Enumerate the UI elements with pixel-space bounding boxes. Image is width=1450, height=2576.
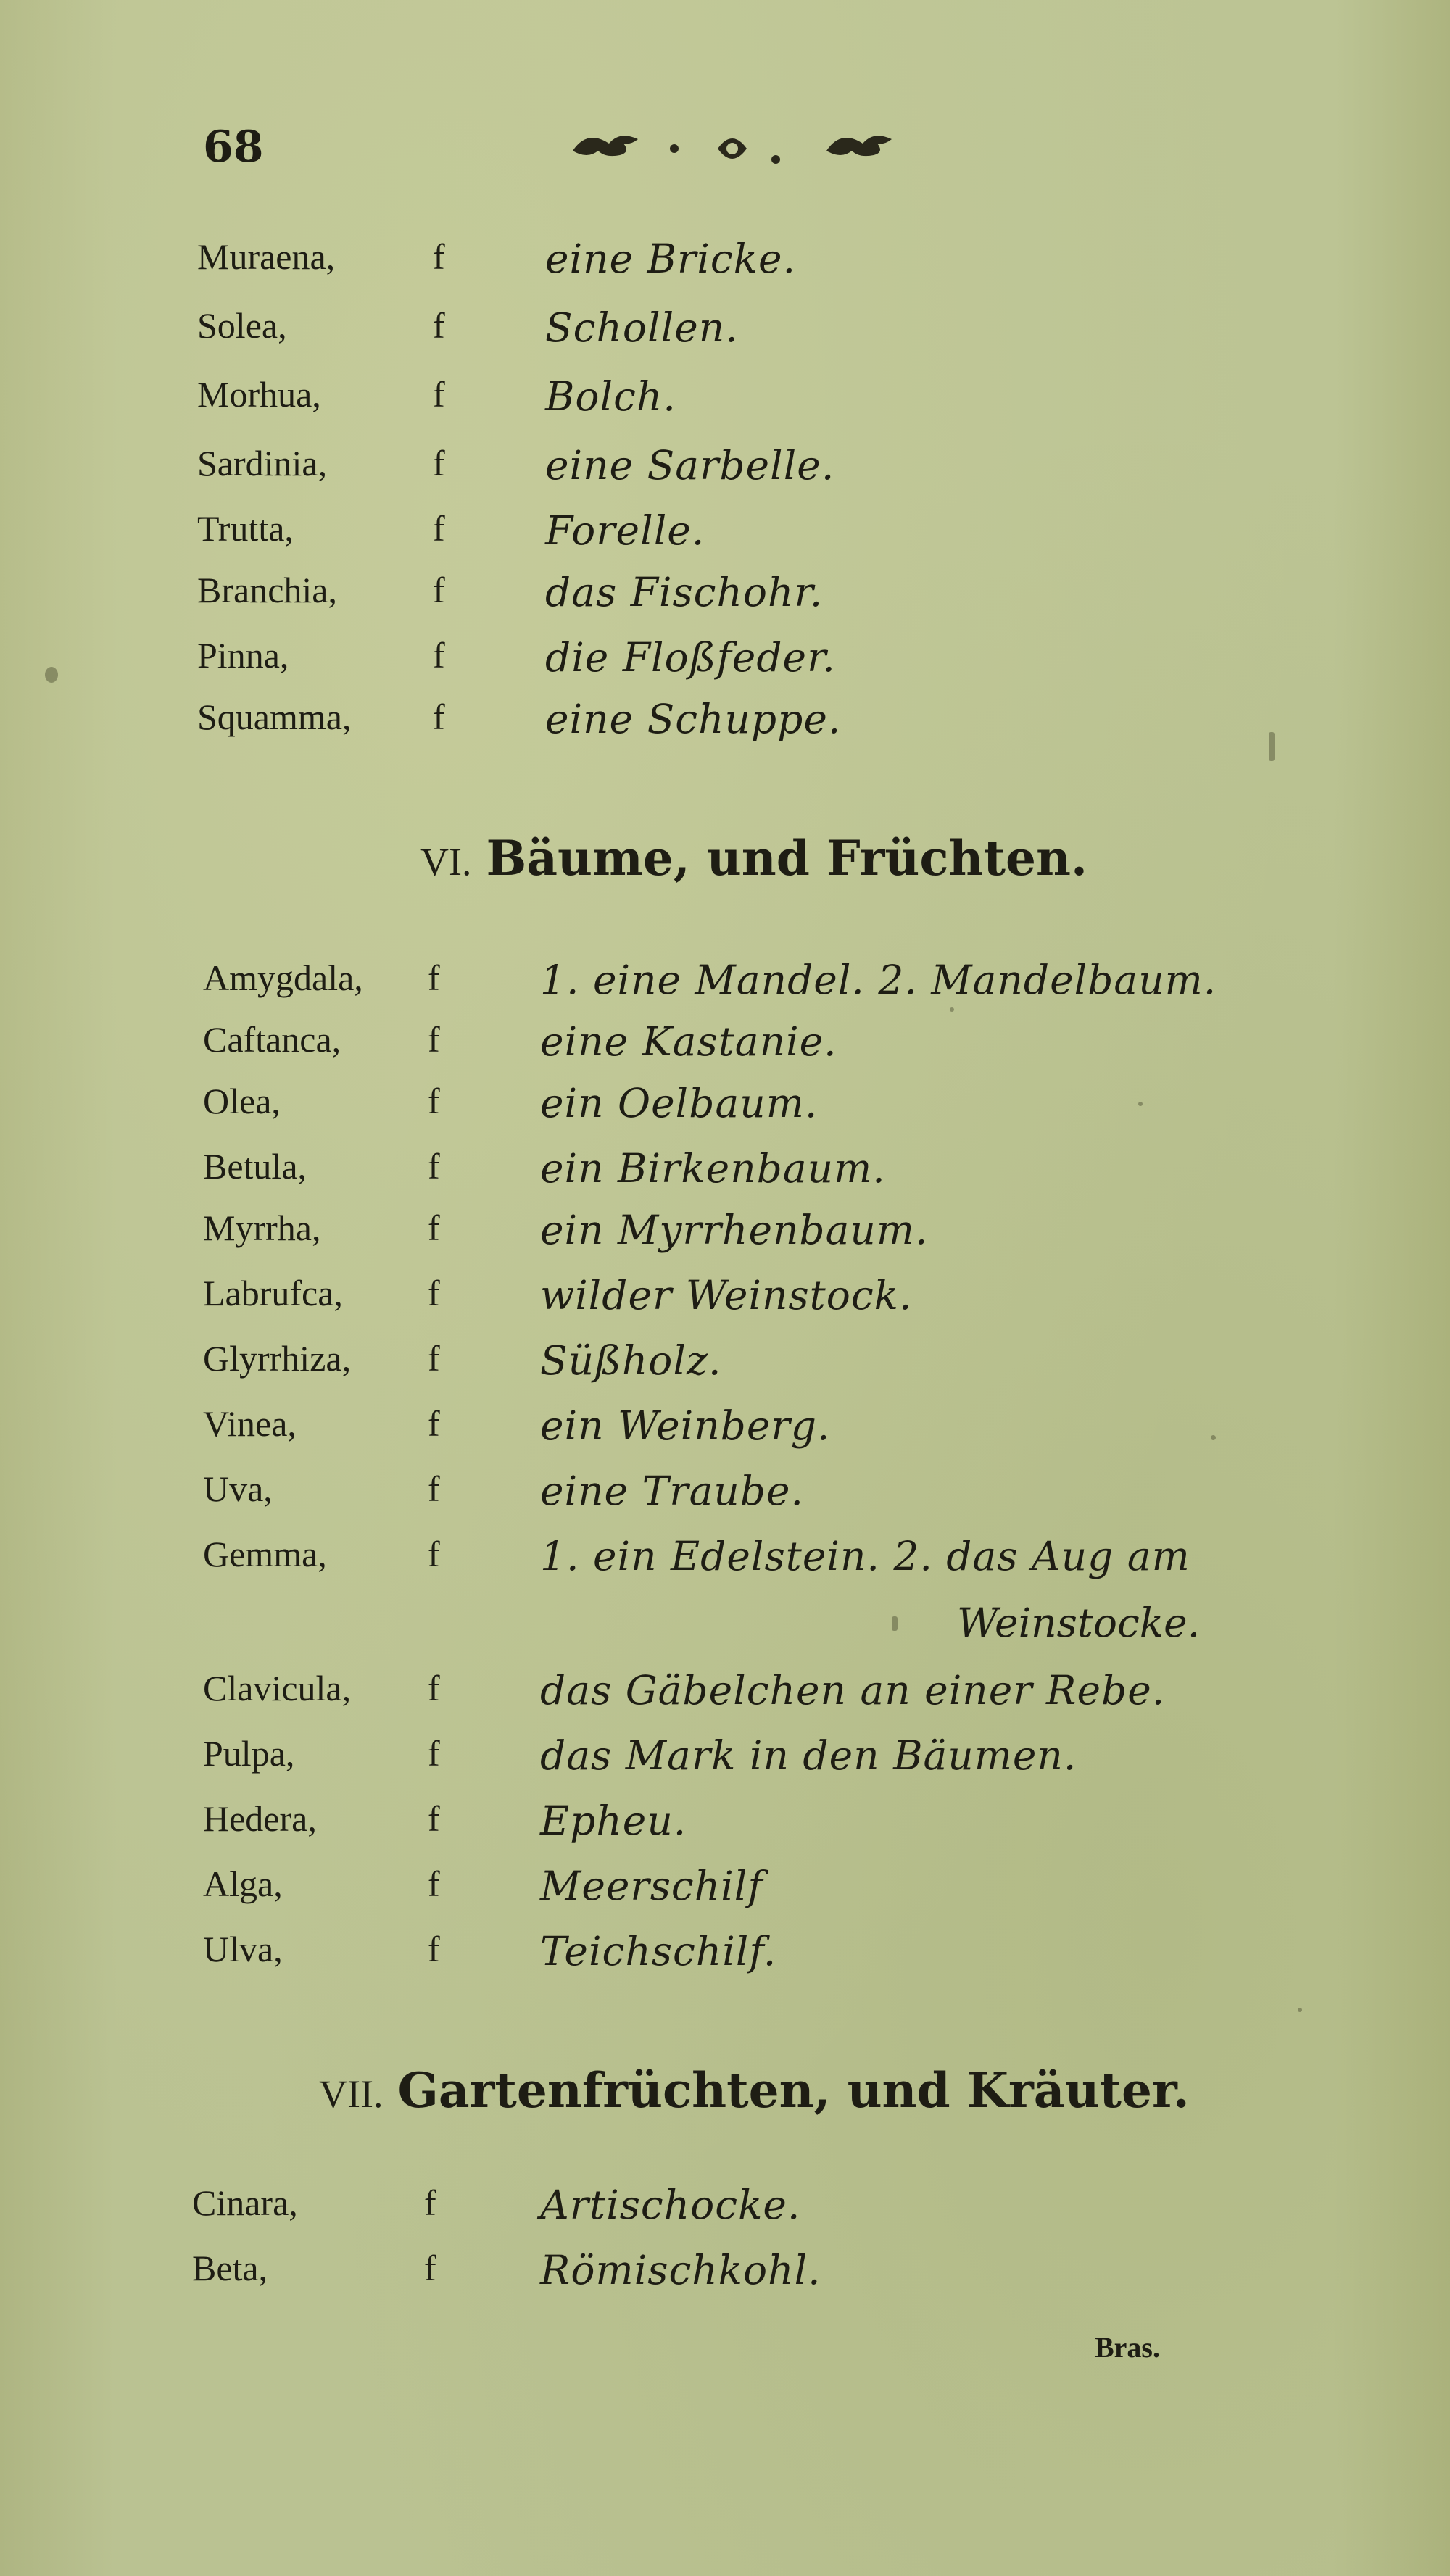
german-term: ein Oelbaum. [540,1080,819,1126]
latin-term: Glyrrhiza, [203,1338,352,1379]
latin-term: Muraena, [197,236,336,277]
latin-term: Squamma, [197,697,352,737]
gender-mark: f [428,1668,440,1708]
latin-term: Amygdala, [203,957,363,998]
german-term: ein Weinberg. [540,1403,831,1449]
paper-speck [45,667,58,683]
german-term-continuation: Weinstocke. [957,1600,1201,1646]
latin-term: Branchia, [197,570,337,610]
gender-mark: f [424,2182,436,2223]
german-term: Forelle. [545,507,705,554]
latin-term: Alga, [203,1864,283,1904]
section-number: VII. [319,2072,384,2116]
gender-mark: f [433,236,445,277]
german-term: 1. eine Mandel. 2. Mandelbaum. [540,957,1217,1003]
section-heading-vii [319,2062,1190,2119]
section-number: VI. [420,840,472,884]
german-term: das Mark in den Bäumen. [540,1732,1077,1779]
gender-mark: f [424,2248,436,2288]
latin-term: Pulpa, [203,1733,295,1774]
gender-mark: f [428,1403,440,1444]
latin-term: Caftanca, [203,1019,341,1060]
latin-term: Cinara, [192,2182,298,2223]
gender-mark: f [428,1929,440,1969]
latin-term: Myrrha, [203,1208,321,1248]
gender-mark: f [428,957,440,998]
gender-mark: f [433,697,445,737]
gender-mark: f [433,635,445,676]
latin-term: Morhua, [197,374,321,415]
latin-term: Solea, [197,305,287,346]
latin-term: Gemma, [203,1534,327,1574]
german-term: Bolch. [545,373,676,420]
german-term: eine Sarbelle. [545,442,835,489]
latin-term: Uva, [203,1468,273,1509]
section-title-text: Gartenfrüchten, und Kräuter. [397,2062,1190,2119]
ornament-icon [544,116,950,181]
german-term: das Gäbelchen an einer Rebe. [540,1667,1166,1713]
page-header [196,116,1276,181]
gender-mark: f [428,1733,440,1774]
gender-mark: f [428,1798,440,1839]
gender-mark: f [428,1208,440,1248]
paper-speck [1211,1435,1216,1440]
german-term: Teichschilf. [540,1928,777,1974]
latin-term: Hedera, [203,1798,317,1839]
latin-term: Pinna, [197,635,289,676]
section-title-text: Bäume, und Früchten. [486,830,1088,886]
paper-speck [950,1007,954,1012]
gender-mark: f [428,1273,440,1313]
german-term: die Floßfeder. [545,634,836,681]
german-term: eine Schuppe. [545,696,842,742]
latin-term: Beta, [192,2248,268,2288]
gender-mark: f [433,305,445,346]
section-heading-vi [420,830,1088,886]
gender-mark: f [428,1019,440,1060]
german-term: eine Bricke. [545,236,797,282]
german-term: das Fischohr. [545,569,824,615]
paper-speck [892,1616,898,1631]
gender-mark: f [428,1338,440,1379]
paper-speck [1138,1102,1143,1106]
catchword: Bras. [1095,2331,1160,2364]
gender-mark: f [428,1468,440,1509]
gender-mark: f [428,1534,440,1574]
latin-term: Betula, [203,1146,307,1187]
paper-speck [1298,2008,1302,2012]
german-term: Artischocke. [540,2182,801,2228]
german-term: Epheu. [540,1798,687,1844]
german-term: wilder Weinstock. [540,1272,913,1318]
german-term: eine Traube. [540,1468,805,1514]
german-term: Schollen. [545,304,739,351]
latin-term: Sardinia, [197,443,328,483]
latin-term: Trutta, [197,508,294,549]
gender-mark: f [428,1864,440,1904]
gender-mark: f [428,1081,440,1121]
gender-mark: f [433,374,445,415]
latin-term: Labrufca, [203,1273,343,1313]
german-term: Meerschilf [540,1863,763,1909]
paper-speck [1269,732,1275,761]
german-term: ein Birkenbaum. [540,1145,886,1192]
latin-term: Clavicula, [203,1668,352,1708]
german-term: Römischkohl. [540,2247,821,2293]
gender-mark: f [433,443,445,483]
page-number: 68 [203,122,264,173]
german-term: 1. ein Edelstein. 2. das Aug am [540,1533,1190,1579]
latin-term: Ulva, [203,1929,283,1969]
german-term: Süßholz. [540,1337,722,1384]
latin-term: Olea, [203,1081,281,1121]
german-term: ein Myrrhenbaum. [540,1207,929,1253]
gender-mark: f [433,570,445,610]
gender-mark: f [433,508,445,549]
gender-mark: f [428,1146,440,1187]
german-term: eine Kastanie. [540,1018,837,1065]
latin-term: Vinea, [203,1403,297,1444]
